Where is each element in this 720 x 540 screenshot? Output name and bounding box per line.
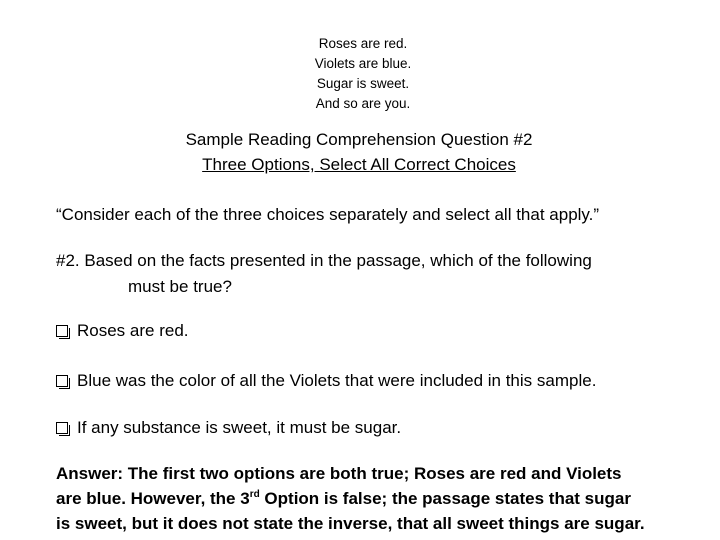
question-line: must be true? [128,277,232,296]
page-title: Sample Reading Comprehension Question #2 [185,130,533,149]
poem-line: And so are you. [315,96,411,111]
poem [0,34,720,114]
option-label: Blue was the color of all the Violets that were included in this sample. [77,371,597,390]
answer-line [56,486,696,511]
option-3[interactable] [56,415,401,441]
answer-text: Option is false; the passage states that sugar [259,489,631,508]
option-1[interactable] [56,318,189,344]
poem-line: Sugar is sweet. [316,76,410,91]
poem-line: Violets are blue. [314,56,412,71]
answer-text: are blue. However, the 3 [56,489,250,508]
poem-line: Roses are red. [318,36,408,51]
option-2[interactable] [56,368,596,394]
option-label: If any substance is sweet, it must be sugar. [77,418,402,437]
answer-line: is sweet, but it does not state the inverse, that all sweet things are sugar. [56,514,645,533]
instruction-text: “Consider each of the three choices separately and select all that apply.” [56,205,600,224]
answer-block [56,461,696,536]
option-label: Roses are red. [77,321,189,340]
question [56,248,592,300]
checkbox-icon[interactable] [56,325,68,337]
checkbox-icon[interactable] [56,422,68,434]
ordinal-suffix: rd [249,489,260,500]
page-subtitle: Three Options, Select All Correct Choices [202,155,516,174]
checkbox-icon[interactable] [56,375,68,387]
answer-line: Answer: The first two options are both true; Roses are red and Violets [56,464,622,483]
question-line: #2. Based on the facts presented in the passage, which of the following [56,251,592,270]
